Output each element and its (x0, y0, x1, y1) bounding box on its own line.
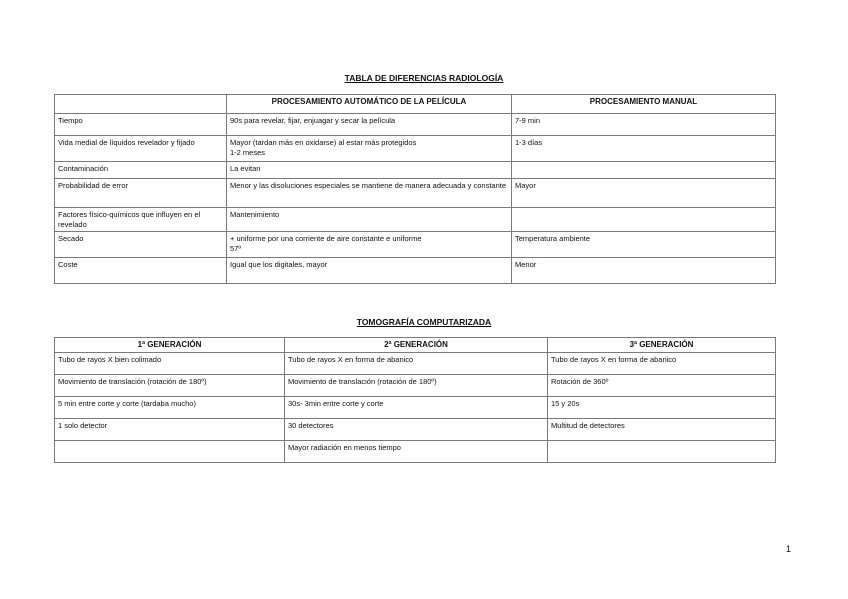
table-row (55, 375, 776, 397)
table-cell: La evitan (227, 162, 512, 179)
tomography-table-title: TOMOGRAFÍA COMPUTARIZADA (356, 317, 492, 327)
table-header-row (55, 95, 776, 114)
table-cell: 30s- 3min entre corte y corte (285, 397, 548, 419)
page-number: 1 (786, 544, 792, 554)
table-cell: Tubo de rayos X bien colimado (55, 353, 285, 375)
table-cell: Movimiento de translación (rotación de 180º) (55, 375, 285, 397)
table-cell: Multitud de detectores (548, 419, 776, 441)
table-cell: Igual que los digitales, mayor (227, 258, 512, 284)
radiology-differences-table (54, 94, 776, 284)
table-cell: Temperatura ambiente (512, 232, 776, 258)
row-label: Vida medial de líquidos revelador y fijado (55, 136, 227, 162)
table-cell: 90s para revelar, fijar, enjuagar y secar la película (227, 114, 512, 136)
table-cell: 1 solo detector (55, 419, 285, 441)
table-cell: Mayor (tardan más en oxidarse) al estar más protegidos 1-2 meses (227, 136, 512, 162)
table-cell: Tubo de rayos X en forma de abanico (285, 353, 548, 375)
table-cell: Menor (512, 258, 776, 284)
header-cell: 3ª GENERACIÓN (548, 338, 776, 353)
row-label: Secado (55, 232, 227, 258)
header-cell: PROCESAMIENTO AUTOMÁTICO DE LA PELÍCULA (227, 95, 512, 114)
header-cell: PROCESAMIENTO MANUAL (512, 95, 776, 114)
table-row (55, 353, 776, 375)
row-label: Factores físico-químicos que influyen en el revelado (55, 208, 227, 232)
table-cell (548, 441, 776, 463)
table-cell: 1-3 días (512, 136, 776, 162)
table-cell: 7-9 min (512, 114, 776, 136)
table-cell: 30 detectores (285, 419, 548, 441)
table-cell (512, 162, 776, 179)
table-cell: 5 min entre corte y corte (tardaba mucho) (55, 397, 285, 419)
table-cell: Mayor radiación en menos tiempo (285, 441, 548, 463)
table-cell: Mayor (512, 179, 776, 208)
row-label: Tiempo (55, 114, 227, 136)
row-label: Contaminación (55, 162, 227, 179)
row-label: Coste (55, 258, 227, 284)
table-cell: + uniforme por una corriente de aire constante e uniforme 57º (227, 232, 512, 258)
row-label: Probabilidad de error (55, 179, 227, 208)
header-cell (55, 95, 227, 114)
table-row (55, 179, 776, 208)
table-row (55, 258, 776, 284)
table-header-row (55, 338, 776, 353)
table-row (55, 114, 776, 136)
table-cell: 15 y 20s (548, 397, 776, 419)
table-cell (55, 441, 285, 463)
table-row (55, 232, 776, 258)
table-cell: Rotación de 360º (548, 375, 776, 397)
table-row (55, 208, 776, 232)
table-cell (512, 208, 776, 232)
table-row (55, 419, 776, 441)
tomography-generations-table (54, 337, 776, 463)
header-cell: 1ª GENERACIÓN (55, 338, 285, 353)
table-cell: Movimiento de translación (rotación de 180º) (285, 375, 548, 397)
table-cell: Tubo de rayos X en forma de abanico (548, 353, 776, 375)
table-row (55, 441, 776, 463)
table-cell: Mantenimiento (227, 208, 512, 232)
table-cell: Menor y las disoluciones especiales se mantiene de manera adecuada y constante (227, 179, 512, 208)
table-row (55, 397, 776, 419)
table-row (55, 136, 776, 162)
header-cell: 2ª GENERACIÓN (285, 338, 548, 353)
table-row (55, 162, 776, 179)
radiology-table-title: TABLA DE DIFERENCIAS RADIOLOGÍA (344, 73, 504, 83)
